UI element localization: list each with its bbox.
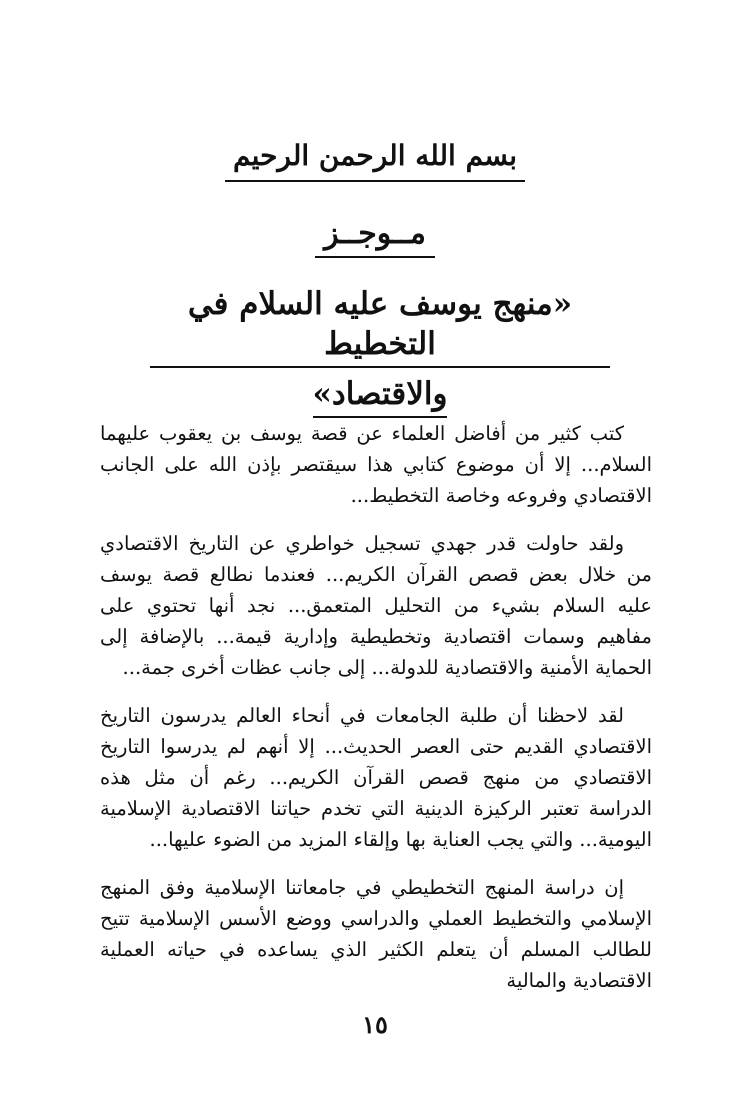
basmala-heading: بسم الله الرحمن الرحيم — [225, 136, 525, 182]
body-text — [100, 418, 652, 1013]
summary-heading: مــوجــز — [315, 214, 435, 258]
page-number: ١٥ — [362, 1010, 388, 1039]
book-title-line-1: «منهج يوسف عليه السلام في التخطيط — [150, 284, 610, 368]
book-title-line-2: والاقتصاد» — [313, 374, 448, 418]
paragraph: ولقد حاولت قدر جهدي تسجيل خواطري عن التاريخ الاقتصادي من خلال بعض قصص القرآن الكريم... فعندما نطالع قصة يوسف عليه السلام بشيء من التحليل المتعمق... نجد أنها تحتوي على مفاهيم وسمات اقتصادية وتخطيطية وإدارية قيمة... بالإضافة إلى الحماية الأمنية والاقتصادية للدولة... إلى جانب عظات أخرى جمة... — [100, 532, 652, 679]
paragraph: لقد لاحظنا أن طلبة الجامعات في أنحاء العالم يدرسون التاريخ الاقتصادي القديم حتى العصر الحديث... إلا أنهم لم يدرسوا التاريخ الاقتصادي من منهج قصص القرآن الكريم... رغم أن مثل هذه الدراسة تعتبر الركيزة الدينية التي تخدم حياتنا الاقتصادية الإسلامية اليومية... والتي يجب العناية بها وإلقاء المزيد من الضوء عليها... — [100, 704, 652, 851]
paragraph: إن دراسة المنهج التخطيطي في جامعاتنا الإسلامية وفق المنهج الإسلامي والتخطيط العملي والدراسي ووضع الأسس الإسلامية تتيح للطالب المسلم أن يتعلم الكثير الذي يساعده في حياته العملية الاقتصادية والمالية — [100, 876, 652, 992]
book-title — [150, 284, 610, 418]
paragraph: كتب كثير من أفاضل العلماء عن قصة يوسف بن يعقوب عليهما السلام... إلا أن موضوع كتابي هذا سيقتصر بإذن الله على الجانب الاقتصادي وفروعه وخاصة التخطيط... — [100, 422, 652, 507]
